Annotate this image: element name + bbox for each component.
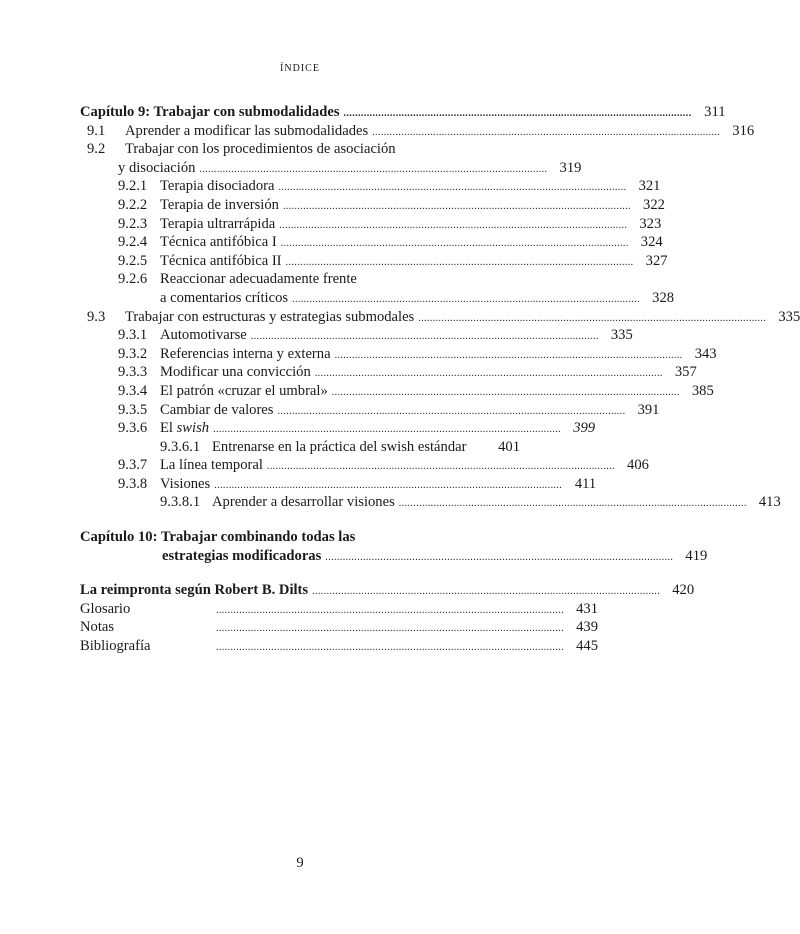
toc-leader: ........................................................................................................................	[216, 604, 564, 616]
toc-leader: ........................................................................................................................	[266, 461, 615, 473]
toc-leader: ........................................................................................................................	[334, 349, 683, 361]
toc-entry-9-2	[80, 141, 520, 160]
toc-page-number: 328	[652, 289, 675, 306]
toc-page-number: 327	[645, 252, 668, 269]
toc-entry-text: Reaccionar adecuadamente frente	[160, 271, 357, 288]
toc-entry-9-3-8-1	[80, 494, 781, 513]
toc-entry-text: Capítulo 9: Trabajar con submodalidades	[80, 104, 340, 120]
toc-entry-9-3-7	[80, 457, 649, 476]
toc-page-number: 431	[576, 600, 598, 617]
toc-leader: ........................................................................................................................	[285, 256, 634, 268]
toc-page-number: 316	[732, 122, 755, 139]
page-number: 9	[296, 855, 304, 871]
toc-entry-9-3-1	[80, 327, 633, 346]
toc-leader: ........................................................................................................................	[214, 479, 563, 491]
toc-entry-text: Referencias interna y externa	[160, 345, 331, 362]
toc-leader: ........................................................................................................................	[372, 126, 721, 138]
toc-entry-number: 9.3.7	[118, 457, 148, 474]
toc-entry-text: Visiones	[160, 475, 211, 492]
toc-entry-text: Trabajar con los procedimientos de asociación	[125, 141, 396, 158]
toc-page-number: 311	[704, 104, 726, 120]
toc-page-number: 324	[640, 234, 663, 251]
toc-entry-9-3-3	[80, 364, 697, 383]
toc-leader: ........................................................................................................................	[331, 386, 680, 398]
toc-leader: ........................................................................................................................	[216, 623, 564, 635]
toc-entry-9-2-2	[80, 196, 665, 216]
toc-page-number: 399	[573, 420, 596, 437]
toc-entry-9-3-6-1	[80, 439, 520, 458]
toc-entry-number: 9.2.6	[118, 271, 148, 288]
toc-leader: ........................................................................................................................	[280, 238, 629, 250]
toc-entry-text: Glosario	[80, 600, 131, 617]
toc-entry-9-3-4	[80, 382, 714, 402]
toc-entry-text: Capítulo 10: Trabajar combinando todas las	[80, 529, 356, 546]
toc-entry-text: Modificar una convicción	[160, 364, 311, 381]
toc-page-number: 319	[559, 159, 582, 176]
toc-leader: ........................................................................................................................	[292, 293, 641, 305]
toc-notas	[80, 619, 598, 638]
toc-entry-text: Entrenarse en la práctica del swish estándar	[212, 438, 467, 455]
toc-entry-9-2-1	[80, 178, 661, 197]
toc-entry-number: 9.3.4	[118, 382, 148, 399]
toc-entry-number: 9.1	[87, 122, 106, 139]
toc-entry-text: Cambiar de valores	[160, 401, 274, 418]
toc-page-number: 335	[610, 327, 633, 344]
toc-page-number: 391	[637, 401, 660, 418]
toc-entry-number: 9.3.8	[118, 475, 148, 492]
toc-entry-text: Terapia disociadora	[160, 178, 275, 195]
toc-page-number: 419	[685, 547, 708, 564]
toc-entry-number: 9.3.5	[118, 401, 148, 418]
toc-entry-text: Terapia ultrarrápida	[160, 215, 276, 232]
toc-leader: ........................................................................................................................	[398, 498, 747, 510]
toc-entry-9-2-5	[80, 252, 668, 272]
toc-entry-emphasis: swish	[176, 420, 210, 437]
toc-page-number: 385	[691, 382, 714, 399]
toc-entry-number: 9.2.4	[118, 234, 148, 251]
toc-page-number: 406	[627, 457, 649, 474]
toc-leader: ........................................................................................................................	[250, 331, 599, 343]
toc-entry-text: La línea temporal	[160, 457, 263, 474]
toc-entry-text: Trabajar con estructuras y estrategias submodales	[125, 308, 415, 325]
toc-leader: ........................................................................................................................	[213, 424, 562, 436]
toc-entry-number: 9.3.2	[118, 345, 148, 362]
toc-entry-number: 9.2.5	[118, 252, 148, 269]
table-of-contents	[80, 104, 800, 657]
toc-entry-text: Bibliografía	[80, 638, 151, 655]
toc-leader: ........................................................................................................................	[199, 163, 548, 175]
toc-entry-number: 9.3.6	[118, 420, 148, 437]
toc-entry-9-2-cont	[80, 159, 582, 179]
toc-entry-9-3-5	[80, 401, 660, 421]
toc-page-number: 335	[778, 308, 800, 325]
toc-chapter-10	[80, 529, 520, 548]
toc-page-number: 343	[694, 345, 717, 362]
toc-entry-text: Técnica antifóbica II	[160, 252, 282, 269]
toc-entry-number: 9.3.8.1	[160, 494, 201, 511]
toc-page-number: 323	[639, 215, 662, 232]
toc-page-number: 445	[576, 638, 598, 655]
toc-leader: ........................................................................................................................	[277, 405, 626, 417]
toc-leader: ........................................................................................................................	[325, 551, 674, 563]
toc-page-number: 420	[672, 582, 695, 599]
toc-page-number: 439	[576, 619, 598, 636]
toc-entry-9-2-4	[80, 234, 663, 253]
toc-page-number: 322	[643, 196, 665, 213]
toc-entry-text: La reimpronta según Robert B. Dilts	[80, 582, 309, 599]
toc-leader: ........................................................................................................................	[216, 642, 564, 654]
toc-leader: ........................................................................................................................	[312, 586, 661, 598]
toc-leader: ........................................................................................................................	[418, 312, 767, 324]
toc-page-number: 357	[674, 364, 697, 381]
toc-chapter-10-cont	[80, 547, 708, 567]
toc-entry-text: Aprender a modificar las submodalidades	[125, 122, 369, 139]
toc-entry-9-3-2	[80, 345, 717, 365]
toc-leader: ........................................................................................................................	[282, 200, 631, 212]
toc-page-number: 413	[758, 494, 781, 511]
toc-entry-text: Técnica antifóbica I	[160, 234, 277, 251]
toc-page-number: 401	[498, 438, 520, 455]
toc-entry-number: 9.2.3	[118, 215, 148, 232]
toc-entry-9-3	[80, 308, 800, 328]
toc-entry-text: Terapia de inversión	[160, 196, 279, 213]
toc-leader: ........................................................................................................................	[343, 108, 692, 119]
toc-entry-9-3-8	[80, 475, 597, 495]
toc-entry-text: estrategias modificadoras	[162, 547, 322, 564]
toc-entry-number: 9.3.6.1	[160, 438, 201, 455]
toc-reimpronta	[80, 582, 695, 601]
toc-page-number: 321	[638, 178, 661, 195]
toc-entry-number: 9.3.3	[118, 364, 148, 381]
toc-entry-text: El patrón «cruzar el umbral»	[160, 382, 328, 399]
toc-entry-number: 9.2.2	[118, 196, 148, 213]
toc-glosario	[80, 600, 598, 620]
toc-entry-text: Automotivarse	[160, 327, 247, 344]
toc-leader: ........................................................................................................................	[314, 368, 663, 380]
toc-entry-text: Notas	[80, 619, 115, 636]
toc-leader: ........................................................................................................................	[279, 219, 628, 231]
toc-entry-9-1	[80, 122, 755, 142]
toc-entry-9-2-3	[80, 215, 662, 235]
toc-entry-9-2-6	[80, 271, 520, 290]
toc-page-number: 411	[574, 475, 597, 492]
toc-entry-number: 9.2	[87, 141, 106, 158]
toc-entry-number: 9.2.1	[118, 178, 148, 195]
toc-entry-text: Aprender a desarrollar visiones	[212, 494, 395, 511]
running-head: ÍNDICE	[280, 63, 320, 74]
toc-entry-9-2-6-cont	[80, 289, 675, 309]
toc-entry-9-3-6	[80, 420, 596, 439]
toc-entry-number: 9.3	[87, 308, 106, 325]
toc-leader: ........................................................................................................................	[278, 182, 627, 194]
toc-entry-number: 9.3.1	[118, 327, 148, 344]
toc-entry-text: El swish	[160, 420, 210, 437]
toc-entry-text: a comentarios críticos	[160, 289, 289, 306]
toc-entry-text: y disociación	[118, 159, 196, 176]
toc-chapter-9	[80, 104, 726, 123]
toc-bibliografia	[80, 638, 598, 657]
